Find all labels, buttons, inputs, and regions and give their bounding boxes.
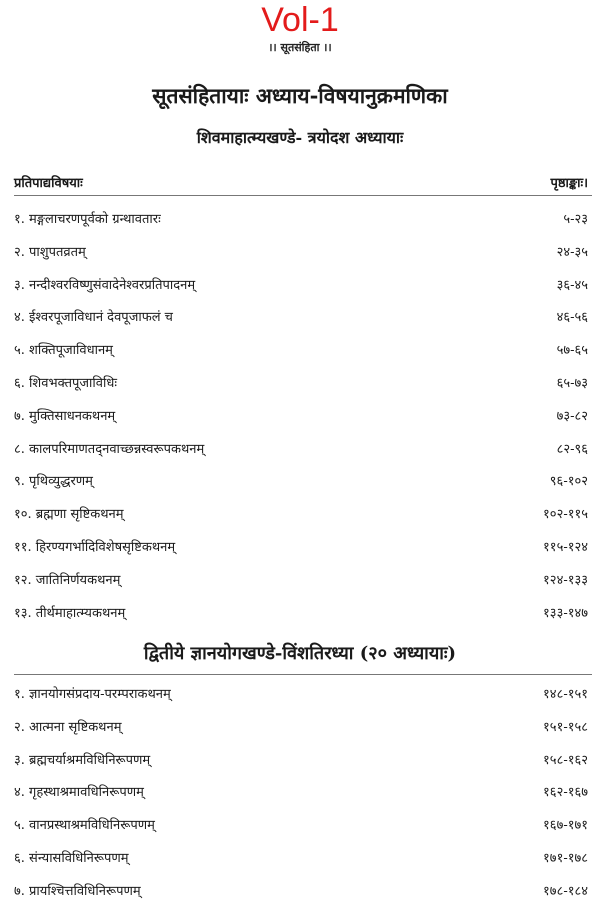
list-item (14, 570, 588, 603)
item-label: ७. प्रायश्चित्तविधिनिरूपणम् (14, 883, 141, 899)
list-item (14, 373, 588, 406)
item-pages: ५७-६५ (556, 343, 588, 359)
section-subtitle: शिवमाहात्म्यखण्डे- त्रयोदश अध्यायाः (196, 128, 404, 147)
item-pages: ३६-४५ (556, 277, 588, 293)
item-pages: ७३-८२ (556, 408, 588, 424)
item-pages: १६७-१७१ (543, 818, 588, 834)
column-header-subject: प्रतिपाद्यविषयाः (14, 176, 83, 191)
item-pages: १०२-११५ (543, 507, 588, 523)
running-head: ।। सूतसंहिता ।। (268, 41, 332, 54)
item-label: ४. ईश्वरपूजाविधानं देवपूजाफलं च (14, 310, 173, 326)
item-pages: ९६-१०२ (549, 474, 588, 490)
section2-title: द्वितीये ज्ञानयोगखण्डे-विंशतिरध्या (२० अध्यायाः) (143, 643, 457, 664)
item-label: १. मङ्गलाचरणपूर्वको ग्रन्थावतारः (14, 212, 161, 227)
item-pages: १५८-१६२ (543, 752, 588, 768)
item-pages: ४६-५६ (556, 310, 588, 326)
item-pages: ८२-९६ (556, 441, 588, 457)
list-item (14, 471, 588, 504)
section2-list (14, 684, 588, 914)
item-label: ९. पृथिव्युद्धरणम् (14, 474, 93, 490)
item-label: ७. मुक्तिसाधनकथनम् (14, 408, 116, 424)
list-item (14, 815, 588, 848)
section2-rule (14, 674, 592, 675)
page-title: सूतसंहितायाः अध्याय-विषयानुक्रमणिका (152, 83, 448, 108)
item-label: १. ज्ञानयोगसंप्रदाय-परम्पराकथनम् (14, 687, 171, 702)
item-pages: १६२-१६७ (543, 785, 588, 801)
list-item (14, 750, 588, 783)
item-label: २. आत्मना सृष्टिकथनम् (14, 719, 122, 735)
item-label: ६. संन्यासविधिनिरूपणम् (14, 850, 129, 866)
list-item (14, 603, 588, 636)
list-item (14, 537, 588, 570)
item-label: १३. तीर्थमाहात्म्यकथनम् (14, 605, 126, 621)
item-label: १२. जातिनिर्णयकथनम् (14, 572, 121, 588)
item-label: ४. गृहस्थाश्रमावधिनिरूपणम् (14, 785, 144, 801)
item-pages: १२४-१३३ (543, 572, 588, 588)
item-label: ६. शिवभक्तपूजाविधिः (14, 375, 117, 391)
list-item (14, 439, 588, 472)
item-pages: ११५-१२४ (543, 539, 588, 555)
list-item (14, 881, 588, 914)
item-label: १०. ब्रह्मणा सृष्टिकथनम् (14, 507, 124, 523)
item-pages: १७८-१८४ (543, 883, 588, 899)
item-pages: १५१-१५८ (543, 719, 588, 735)
item-pages: २४-३५ (556, 244, 588, 260)
list-item (14, 275, 588, 308)
list-item (14, 504, 588, 537)
list-item (14, 717, 588, 750)
list-item (14, 209, 588, 242)
section1-list (14, 209, 588, 635)
item-label: ११. हिरण्यगर्भादिविशेषसृष्टिकथनम् (14, 539, 176, 555)
item-pages: ६५-७३ (556, 375, 588, 391)
item-label: ५. शक्तिपूजाविधानम् (14, 343, 113, 359)
header-rule (14, 195, 592, 196)
item-pages: ५-२३ (563, 212, 588, 227)
item-label: २. पाशुपतव्रतम् (14, 244, 86, 260)
item-label: ५. वानप्रस्थाश्रमविधिनिरूपणम् (14, 818, 155, 834)
item-pages: १४८-१५१ (543, 687, 588, 702)
list-item (14, 242, 588, 275)
item-label: ३. नन्दीश्वरविष्णुसंवादेनेश्वरप्रतिपादनम् (14, 277, 196, 293)
volume-label: Vol-1 (261, 1, 339, 39)
item-pages: १७१-१७८ (543, 850, 588, 866)
item-label: ३. ब्रह्मचर्याश्रमविधिनिरूपणम् (14, 752, 151, 768)
column-header-pages: पृष्ठाङ्काः। (550, 176, 588, 191)
item-label: ८. कालपरिमाणतद्नवाच्छन्नस्वरूपकथनम् (14, 441, 205, 457)
list-item (14, 307, 588, 340)
list-item (14, 340, 588, 373)
list-item (14, 406, 588, 439)
list-item (14, 782, 588, 815)
list-item (14, 684, 588, 717)
list-item (14, 848, 588, 881)
item-pages: १३३-१४७ (543, 605, 588, 621)
